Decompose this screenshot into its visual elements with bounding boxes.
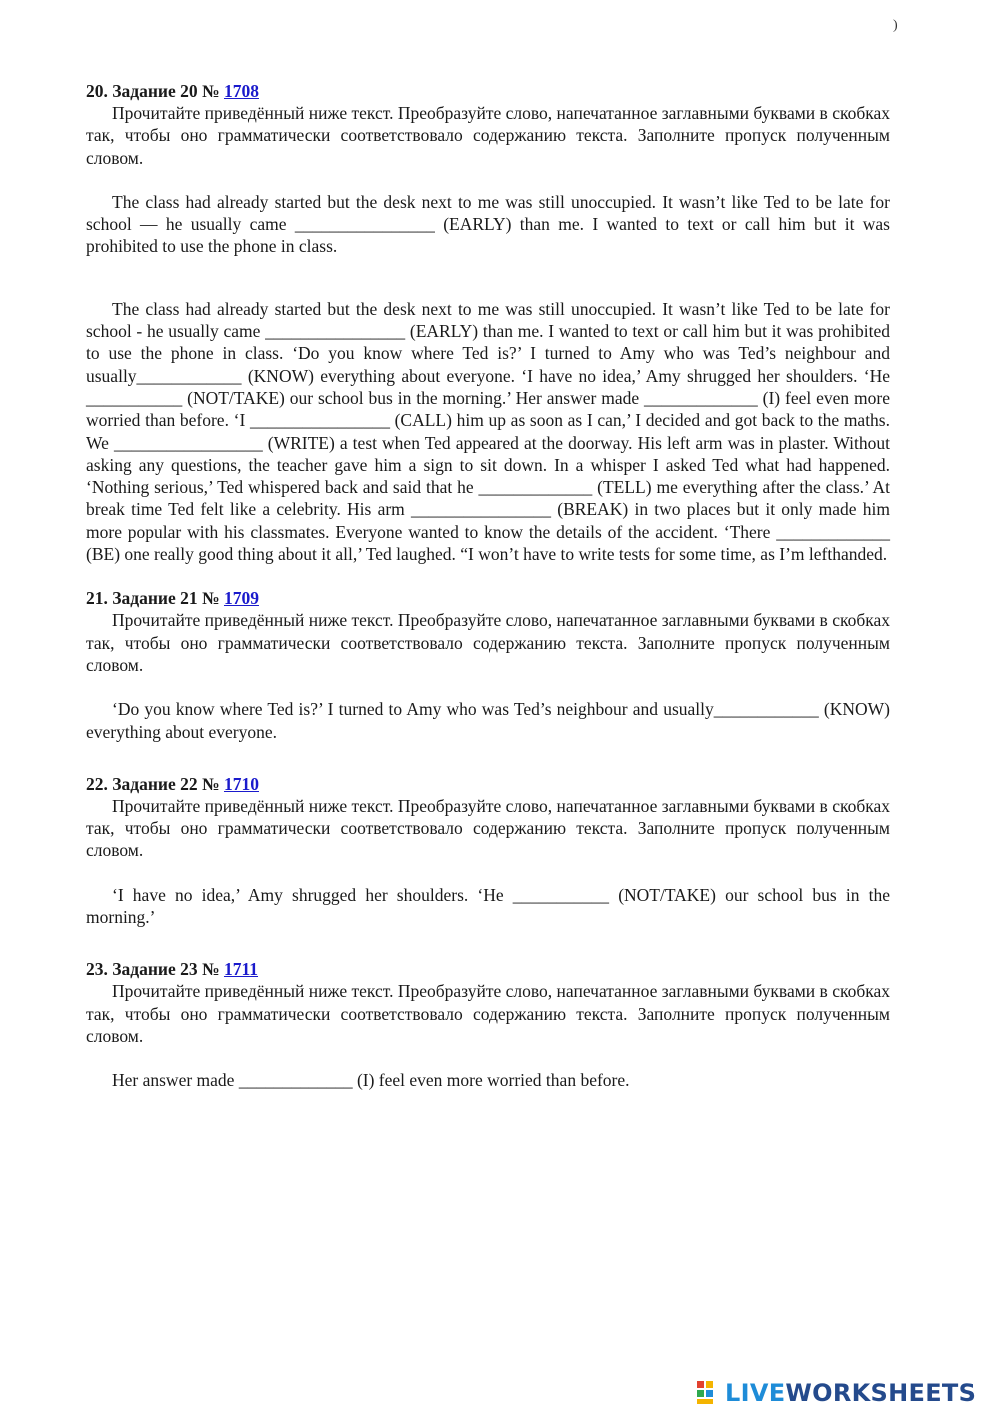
task-22-sentence: ‘I have no idea,’ Amy shrugged her shoulders. ‘He ___________ (NOT/TAKE) our school bus in the morning.’ [86, 884, 890, 928]
task-23-link[interactable]: 1711 [223, 959, 259, 980]
task-20-link[interactable]: 1708 [223, 81, 259, 101]
task-21-sentence: ‘Do you know where Ted is?’ I turned to Amy who was Ted’s neighbour and usually____________ (KNOW) everything about everyone. [86, 699, 890, 742]
task-20-sentence: The class had already started but the desk next to me was still unoccupied. It wasn’t like Ted to be late for school — he usually came ________________ (EARLY) than me. I wanted to text or call him but it was prohibited to use the phone in class. [86, 191, 890, 257]
task-22-link[interactable]: 1710 [223, 773, 259, 794]
liveworksheets-logo-text: LIVEWORKSHEETS [725, 1379, 977, 1407]
task-22-instruction: Прочитайте приведённый ниже текст. Преобразуйте слово, напечатанное заглавными буквами в скобках так, чтобы оно грамматически соответствовало содержанию текста. Заполните пропуск полученным словом. [86, 795, 890, 861]
task-21-heading [86, 587, 890, 609]
task-23-sentence: Her answer made _____________ (I) feel even more worried than before. [112, 1070, 630, 1091]
worksheet-content [86, 80, 890, 1092]
task-23-label: 23. Задание 23 № [86, 959, 224, 980]
task-21-instruction: Прочитайте приведённый ниже текст. Преобразуйте слово, напечатанное заглавными буквами в скобках так, чтобы оно грамматически соответствовало содержанию текста. Заполните пропуск полученным словом. [86, 610, 890, 675]
page-mark: ) [893, 18, 898, 33]
task-20-label: 20. Задание 20 № [86, 81, 224, 101]
task-20-instruction: Прочитайте приведённый ниже текст. Преобразуйте слово, напечатанное заглавными буквами в скобках так, чтобы оно грамматически соответствовало содержанию текста. Заполните пропуск полученным словом. [86, 103, 890, 168]
full-story-text: The class had already started but the desk next to me was still unoccupied. It wasn’t like Ted to be late for school - he usually came ________________ (EARLY) than me. I wanted to text or call him but it was prohibited to use the phone in class. ‘Do you know where Ted is?’ I turned to Amy who was Ted’s neighbour and usually____________ (KNOW) everything about everyone. ‘I have no idea,’ Amy shrugged her shoulders. ‘He ___________ (NOT/TAKE) our school bus in the morning.’ Her answer made _____________ (I) feel even more worried than before. ‘I ________________ (CALL) him up as soon as I can,’ I decided and got back to the maths. We _________________ (WRITE) a test when Ted appeared at the doorway. His left arm was in plaster. Without asking any questions, the teacher gave him a sign to sit down. In a whisper I asked Ted what had happened. ‘Nothing serious,’ Ted whispered back and said that he _____________ (TELL) me everything after the class.’ At break time Ted felt like a celebrity. His arm ________________ (BREAK) in two places but it only made him more popular with his classmates. Everyone wanted to know the details of the accident. ‘There _____________ (BE) one really good thing about it all,’ Ted laughed. “I won’t have to write tests for some time, as I’m lefthanded. [86, 298, 890, 565]
task-22-heading [86, 773, 890, 795]
task-21-label: 21. Задание 21 № [86, 588, 224, 609]
task-20-heading [86, 80, 890, 102]
task-22-label: 22. Задание 22 № [86, 773, 224, 794]
liveworksheets-logo [697, 1378, 976, 1408]
liveworksheets-logo-icon [697, 1381, 723, 1405]
task-23-heading [86, 958, 890, 980]
task-23-instruction: Прочитайте приведённый ниже текст. Преобразуйте слово, напечатанное заглавными буквами в скобках так, чтобы оно грамматически соответствовало содержанию текста. Заполните пропуск полученным словом. [86, 981, 890, 1046]
task-21-link[interactable]: 1709 [223, 588, 259, 609]
